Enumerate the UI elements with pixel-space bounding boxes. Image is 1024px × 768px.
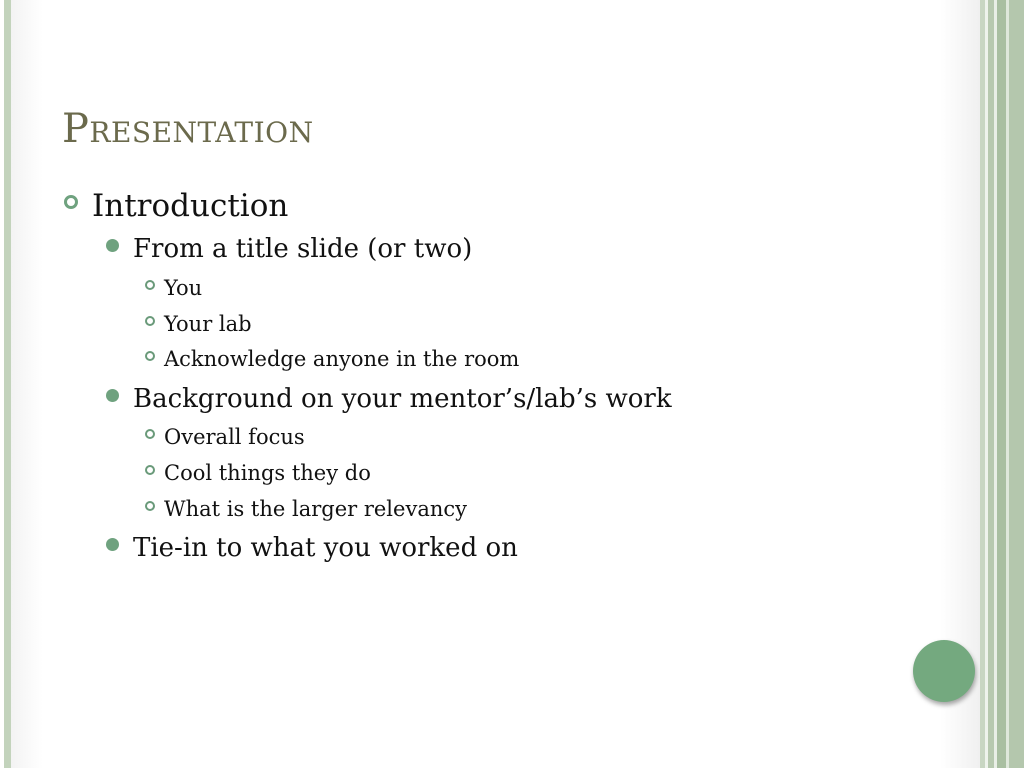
bullet-cool-things: Cool things they do <box>164 461 371 485</box>
dot-bullet-icon <box>106 239 119 252</box>
right-stripe-decoration <box>1009 0 1024 768</box>
left-border-decoration <box>4 0 11 768</box>
bullet-tie-in: Tie-in to what you worked on <box>133 533 518 563</box>
right-stripe-decoration <box>997 0 1006 768</box>
circle-button-icon[interactable] <box>913 640 975 702</box>
dot-bullet-icon <box>106 389 119 402</box>
slide-title: Presentation <box>62 106 314 152</box>
ring-bullet-icon <box>145 429 155 439</box>
bullet-background: Background on your mentor’s/lab’s work <box>133 384 672 414</box>
bullet-title-slide: From a title slide (or two) <box>133 234 473 264</box>
bullet-introduction: Introduction <box>92 188 289 224</box>
bullet-relevancy: What is the larger relevancy <box>164 497 467 521</box>
bullet-overall-focus: Overall focus <box>164 425 305 449</box>
ring-bullet-icon <box>145 316 155 326</box>
bullet-your-lab: Your lab <box>164 312 252 336</box>
ring-bullet-icon <box>64 195 78 209</box>
dot-bullet-icon <box>106 538 119 551</box>
ring-bullet-icon <box>145 351 155 361</box>
left-shadow-decoration <box>11 0 43 768</box>
ring-bullet-icon <box>145 465 155 475</box>
ring-bullet-icon <box>145 501 155 511</box>
bullet-acknowledge: Acknowledge anyone in the room <box>164 347 520 371</box>
bullet-you: You <box>164 276 203 300</box>
ring-bullet-icon <box>145 280 155 290</box>
